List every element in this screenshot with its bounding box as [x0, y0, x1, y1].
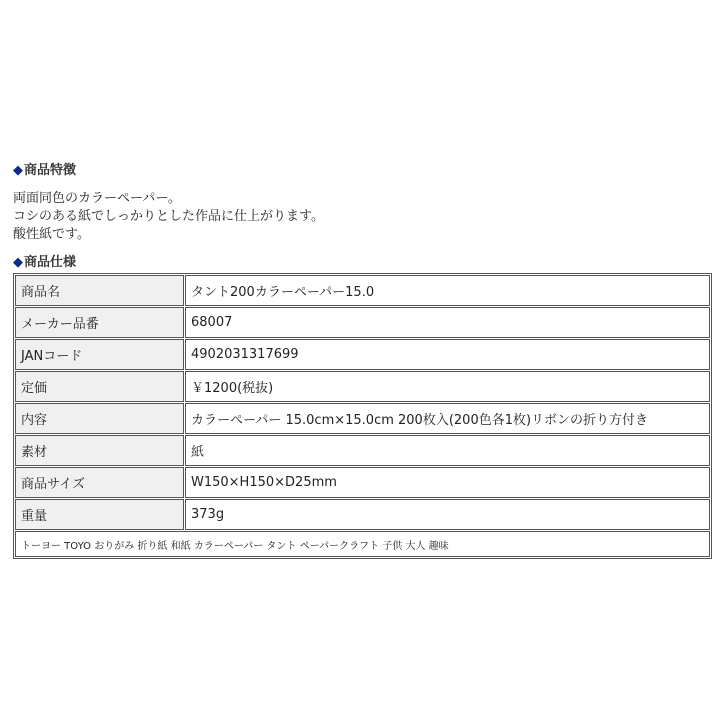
spec-value: タント200カラーペーパー15.0	[185, 275, 710, 306]
spec-value: W150×H150×D25mm	[185, 467, 710, 498]
spec-label: JANコード	[15, 339, 184, 370]
spec-label: メーカー品番	[15, 307, 184, 338]
diamond-bullet-icon: ◆	[13, 163, 23, 178]
features-heading	[13, 162, 76, 180]
spec-value: 紙	[185, 435, 710, 466]
feature-line: 両面同色のカラーペーパー。	[13, 191, 181, 206]
table-row	[15, 371, 710, 402]
spec-heading	[13, 254, 76, 272]
table-row	[15, 403, 710, 434]
spec-label: 内容	[15, 403, 184, 434]
spec-value: カラーペーパー 15.0cm×15.0cm 200枚入(200色各1枚)リボンの折り方付き	[185, 403, 710, 434]
table-row	[15, 467, 710, 498]
spec-value: 373g	[185, 499, 710, 530]
spec-label: 商品サイズ	[15, 467, 184, 498]
spec-label: 重量	[15, 499, 184, 530]
table-row	[15, 435, 710, 466]
feature-line: 酸性紙です。	[13, 227, 90, 242]
keywords-cell: トーヨー TOYO おりがみ 折り紙 和紙 カラーペーパー タント ペーパークラフト 子供 大人 趣味	[15, 531, 710, 557]
spec-label: 素材	[15, 435, 184, 466]
spec-value: ￥1200(税抜)	[185, 371, 710, 402]
spec-table	[13, 273, 712, 559]
spec-heading-text: 商品仕様	[24, 255, 77, 270]
table-row	[15, 307, 710, 338]
table-row	[15, 339, 710, 370]
table-row	[15, 531, 710, 557]
spec-value: 68007	[185, 307, 710, 338]
feature-line: コシのある紙でしっかりとした作品に仕上がります。	[13, 209, 324, 224]
features-text	[13, 190, 324, 244]
diamond-bullet-icon: ◆	[13, 255, 23, 270]
table-row	[15, 499, 710, 530]
spec-value: 4902031317699	[185, 339, 710, 370]
features-heading-text: 商品特徴	[24, 163, 77, 178]
spec-label: 定価	[15, 371, 184, 402]
table-row	[15, 275, 710, 306]
spec-label: 商品名	[15, 275, 184, 306]
